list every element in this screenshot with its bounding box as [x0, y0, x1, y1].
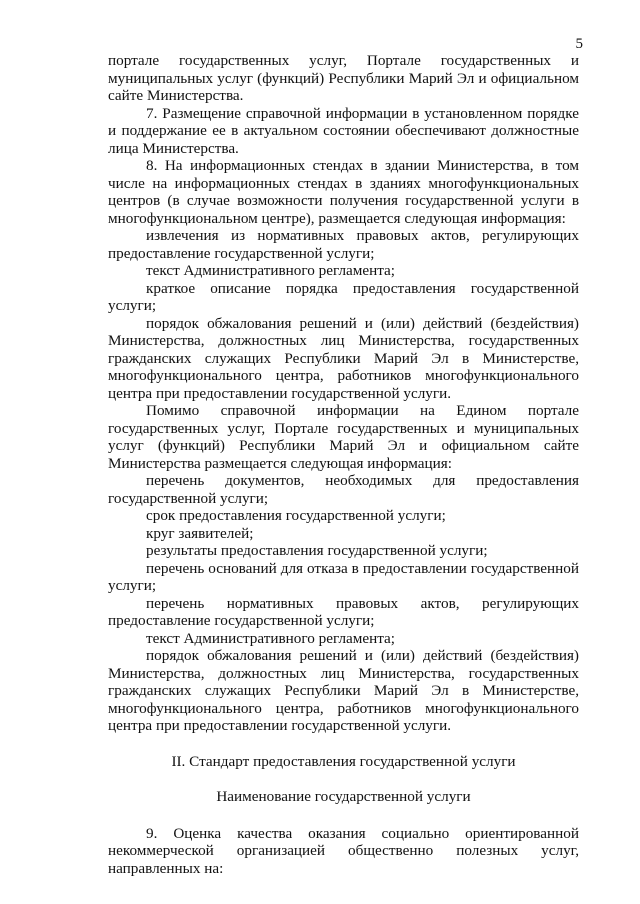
list-item: текст Административного регламента;: [146, 262, 396, 279]
paragraph-item-7: 7. Размещение справочной информации в установленном порядке и поддержание ее в актуальном состоянии обеспечивают должностные лица Министерства.: [108, 104, 579, 157]
document-body: [108, 52, 579, 877]
paragraph-additional-info: Помимо справочной информации на Едином портале государственных услуг, Портале государственных и муниципальных услуг (функций) Республики Марий Эл и официальном сайте Министерства размещается следующая информация:: [108, 402, 579, 472]
list-item: текст Административного регламента;: [146, 629, 396, 647]
list-item: перечень нормативных правовых актов, регулирующих предоставление государственной услуги;: [108, 594, 579, 629]
list-item: порядок обжалования решений и (или) действий (бездействия) Министерства, должностных лиц Министерства, государственных гражданских служащих Республики Марий Эл в Министерстве, многофункционального центра, работников многофункционального центра при предоставлении государственной услуги.: [108, 647, 579, 734]
list-item: результаты предоставления государственной услуги;: [146, 542, 488, 559]
list-item: перечень документов, необходимых для предоставления государственной услуги;: [108, 472, 579, 507]
page-number: 5: [575, 36, 583, 52]
list-item: краткое описание порядка предоставления государственной услуги;: [108, 279, 579, 314]
list-item: срок предоставления государственной услуги;: [146, 507, 446, 524]
paragraph-continuation: порталe государственных услуг, Портале государственных и муниципальных услуг (функций) Республики Марий Эл и официальном сайте Министерства.: [108, 52, 579, 104]
paragraph-item-9: 9. Оценка качества оказания социально ориентированной некоммерческой организацией общественно полезных услуг, направленных на:: [108, 824, 579, 877]
paragraph-item-8: 8. На информационных стендах в здании Министерства, в том числе на информационных стендах в зданиях многофункциональных центров (в случае возможности получения государственной услуги в многофункциональном центре), размещается следующая информация:: [108, 157, 579, 227]
list-item: извлечения из нормативных правовых актов, регулирующих предоставление государственной услуги;: [108, 227, 579, 262]
section-heading: II. Стандарт предоставления государственной услуги: [171, 752, 516, 770]
list-item: круг заявителей;: [146, 524, 254, 542]
list-item: порядок обжалования решений и (или) действий (бездействия) Министерства, должностных лиц Министерства, государственных гражданских служащих Республики Марий Эл в Министерстве, многофункционального центра, работников многофункционального центра при предоставлении государственной услуги.: [108, 314, 579, 402]
list-item: перечень оснований для отказа в предоставлении государственной услуги;: [108, 559, 579, 594]
subsection-heading: Наименование государственной услуги: [216, 788, 471, 805]
